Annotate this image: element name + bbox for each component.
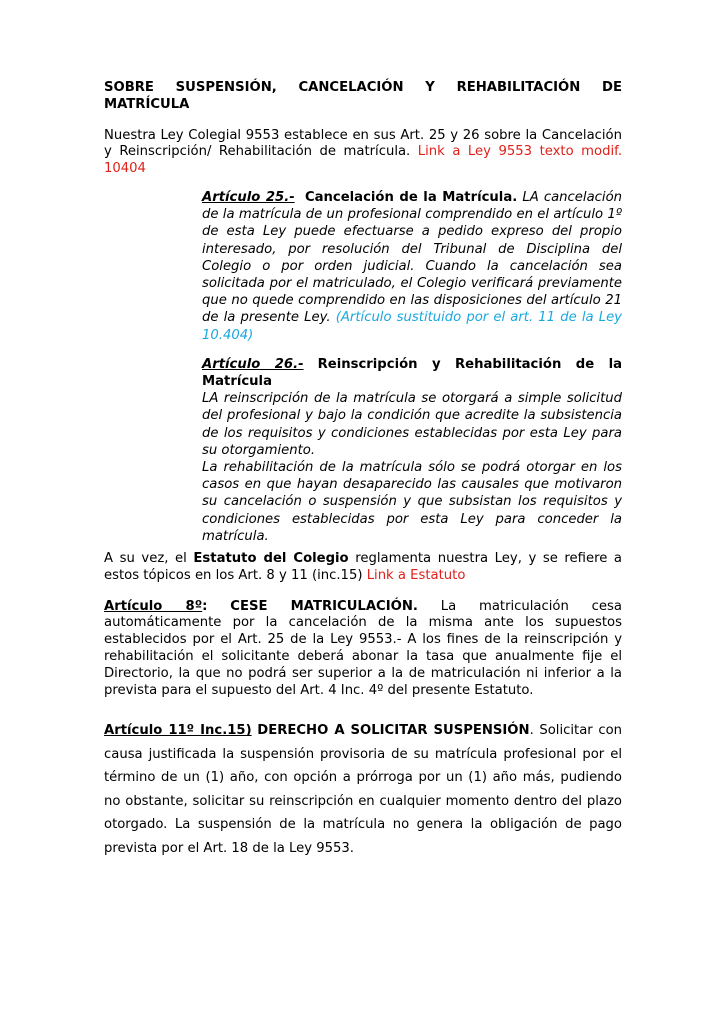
estatuto-post: reglamenta nuestra Ley, y se refiere a estos tópicos en los Art. 8 y 11 (inc.15): [104, 551, 622, 583]
article-26-body-1: LA reinscripción de la matrícula se otorgará a simple solicitud del profesional y bajo la condición que acredite la subsistencia de los requisitos y condiciones establecidas por esta Ley para su otorgamiento.: [202, 391, 622, 458]
title-line-2: MATRÍCULA: [104, 96, 190, 112]
article-11-heading: DERECHO A SOLICITAR SUSPENSIÓN: [257, 723, 530, 739]
article-26-label: Artículo 26.-: [202, 356, 304, 372]
article-8: [104, 599, 622, 700]
article-11-body: . Solicitar con causa justificada la suspensión provisoria de su matrícula profesional por el término de un (1) año, con opción a prórroga por un (1) año más, pudiendo no obstante, solicitar su reinscripción en cualquier momento dentro del plazo otorgado. La suspensión de la matrícula no genera la obligación de pago prevista por el Art. 18 de la Ley 9553.: [104, 723, 623, 856]
article-26-heading-line-1: [202, 356, 622, 373]
article-25: [202, 189, 622, 344]
article-8-body: automáticamente por la cancelación de la misma ante los supuestos establecidos por el Art. 25 de la Ley 9553.- A los fines de la reinscripción y rehabilitación el solicitante deberá abonar la tasa que anualmente fije el Directorio, la que no podrá ser superior a la de matriculación ni inferior a la prevista para el supuesto del Art. 4 Inc. 4º del presente Estatuto.: [104, 615, 622, 698]
article-25-label: Artículo 25.-: [202, 189, 295, 205]
article-8-label: Artículo 8º: [104, 598, 203, 614]
estatuto-link[interactable]: Link a Estatuto: [366, 567, 466, 583]
article-8-first-line: [104, 599, 622, 616]
intro-paragraph: [104, 128, 622, 178]
intro-text: Nuestra Ley Colegial 9553 establece en sus Art. 25 y 26 sobre la Cancelación y Reinscripción/ Rehabilitación de matrícula.: [104, 127, 622, 160]
article-26-heading-line-2: Matrícula: [202, 374, 272, 390]
article-26-heading: Reinscripción y Rehabilitación de la: [317, 356, 622, 372]
article-26-body-2: La rehabilitación de la matrícula sólo se podrá otorgar en los casos en que hayan desaparecido las causales que motivaron su cancelación o suspensión y que subsistan los requisitos y condiciones establecidas por esta Ley para conceder la matrícula.: [202, 460, 622, 544]
article-26: [202, 356, 622, 545]
article-11: [104, 719, 622, 860]
article-25-body: LA cancelación de la matrícula de un profesional comprendido en el artículo 1º de esta Ley puede efectuarse a pedido expreso del propio interesado, por resolución del Tribunal de Disciplina del Colegio o por orden judicial. Cuando la cancelación sea solicitada por el matriculado, el Colegio verificará previamente que no quede comprendido en las disposiciones del artículo 21 de la presente Ley.: [202, 189, 622, 326]
ley-9553-link[interactable]: Link a Ley 9553 texto modif. 10404: [104, 144, 623, 177]
title-line-1: SOBRE SUSPENSIÓN, CANCELACIÓN Y REHABILITACIÓN DE: [104, 80, 622, 95]
article-25-heading: Cancelación de la Matrícula.: [304, 189, 518, 205]
estatuto-bold: Estatuto del Colegio: [193, 551, 349, 567]
article-11-label: Artículo 11º Inc.15): [104, 723, 252, 739]
document-page: [104, 80, 622, 860]
article-8-colon: :: [202, 598, 208, 614]
article-8-first-rest: La matriculación cesa: [440, 598, 622, 614]
estatuto-pre: A su vez, el: [104, 551, 187, 567]
estatuto-paragraph: [104, 551, 622, 585]
article-8-heading: CESE MATRICULACIÓN.: [230, 598, 418, 614]
document-title: [104, 80, 622, 114]
article-25-note: (Artículo sustituido por el art. 11 de la Ley 10.404): [202, 310, 622, 343]
